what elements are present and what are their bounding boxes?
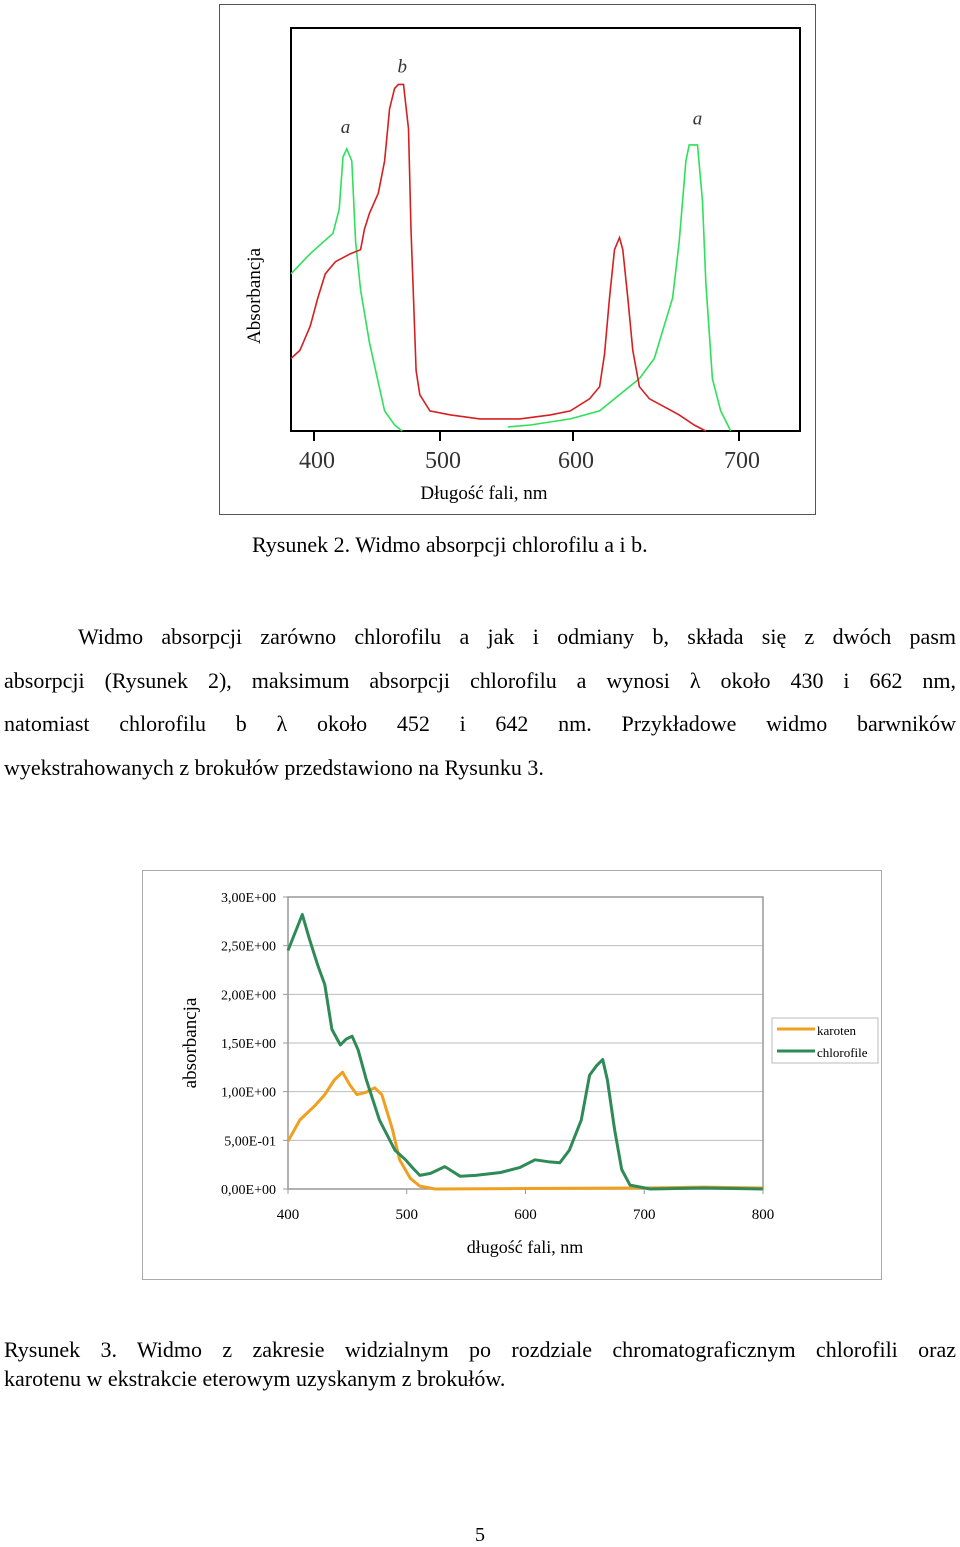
y-tick-label: 2,50E+00 (221, 939, 276, 955)
body-paragraph (4, 622, 956, 796)
series-line-chlorofile (288, 915, 763, 1190)
page-number: 5 (475, 1524, 485, 1546)
paragraph-line: absorpcji (Rysunek 2), maksimum absorpcji chlorofilu a wynosi λ około 430 i 662 nm, (4, 667, 956, 693)
x-axis-label: Długość fali, nm (420, 483, 548, 504)
x-axis-label: długość fali, nm (466, 1237, 584, 1257)
y-tick-label: 3,00E+00 (221, 891, 276, 906)
figure-2-caption: Rysunek 2. Widmo absorpcji chlorofilu a i b. (252, 532, 648, 557)
plot-area-frame (291, 28, 800, 431)
peak-label-b: b (397, 56, 407, 78)
peak-label-a: a (692, 108, 703, 130)
y-tick-label: 5,00E-01 (224, 1134, 276, 1150)
x-tick-label: 600 (558, 448, 594, 474)
x-tick-label: 700 (724, 448, 760, 474)
series-line-chlorofil-a (508, 145, 731, 431)
x-tick-label: 400 (276, 1207, 300, 1223)
chart-absorption-chlorophyll-a-b (0, 0, 960, 520)
figure-3-caption (4, 1335, 956, 1393)
peak-label-a: a (340, 116, 351, 138)
x-tick-label: 400 (299, 448, 335, 474)
y-tick-label: 1,50E+00 (221, 1037, 276, 1052)
y-tick-label: 0,00E+00 (221, 1183, 276, 1198)
chart-broccoli-pigments-spectrum (0, 860, 960, 1280)
paragraph-line: Widmo absorpcji zarówno chlorofilu a jak i odmiany b, składa się z dwóch pasm (78, 624, 956, 649)
y-axis-label: absorbancja (180, 997, 201, 1089)
series-line-chlorofil-a (291, 149, 402, 431)
y-tick-label: 2,00E+00 (221, 988, 276, 1004)
series-line-karoten (288, 1072, 763, 1189)
series-line-chlorofil-b (291, 84, 706, 431)
x-tick-label: 700 (633, 1207, 656, 1223)
x-tick-label: 500 (395, 1207, 418, 1223)
paragraph-line: natomiast chlorofilu b λ około 452 i 642 nm. Przykładowe widmo barwników (4, 711, 956, 736)
paragraph-line: wyekstrahowanych z brokułów przedstawiono na Rysunku 3. (4, 754, 544, 780)
x-tick-label: 500 (425, 448, 461, 474)
legend (772, 1018, 878, 1063)
caption-line: karotenu w ekstrakcie eterowym uzyskanym z brokułów. (4, 1366, 506, 1391)
y-tick-label: 1,00E+00 (221, 1085, 276, 1101)
x-tick-label: 800 (751, 1207, 775, 1223)
legend-label-karoten: karoten (817, 1023, 856, 1038)
caption-line: Rysunek 3. Widmo z zakresie widzialnym po rozdziale chromatograficznym chlorofili oraz (4, 1337, 956, 1362)
x-tick-label: 600 (514, 1207, 537, 1223)
y-axis-label: Absorbancja (244, 247, 265, 345)
legend-label-chlorofile: chlorofile (817, 1045, 868, 1060)
